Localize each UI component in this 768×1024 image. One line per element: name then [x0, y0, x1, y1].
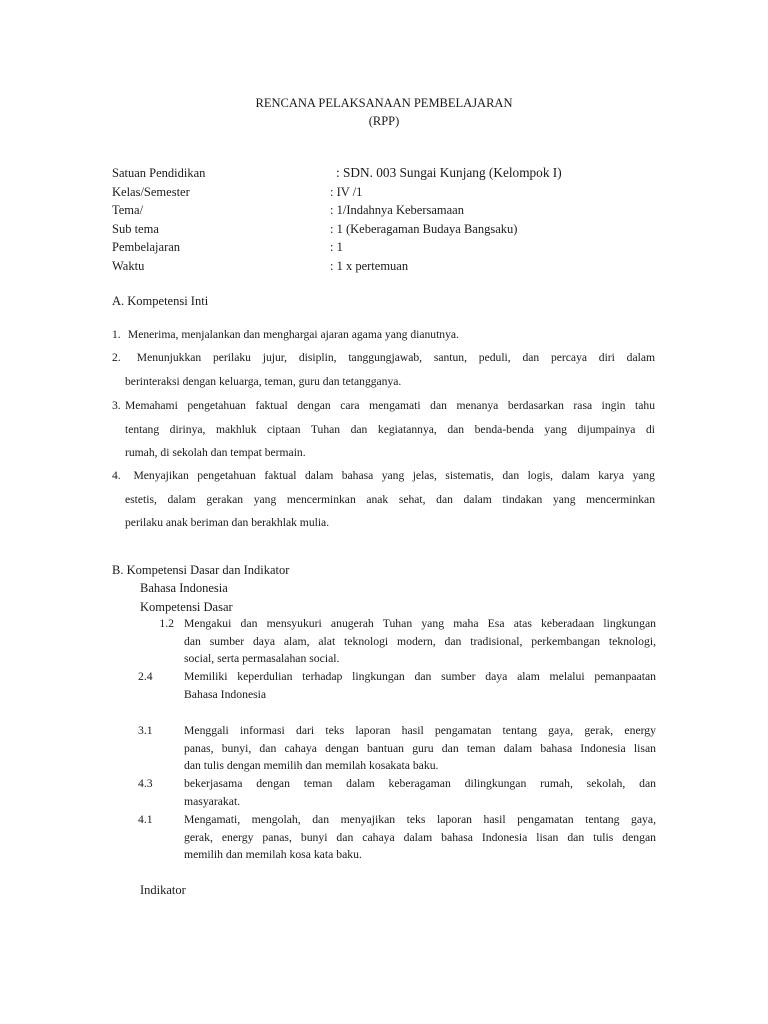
kd-code: 1.2	[159, 617, 174, 630]
kd-text: masyarakat.	[184, 794, 241, 808]
info-label: Waktu	[112, 258, 145, 273]
info-row-kelas	[112, 183, 672, 202]
ki-number: 1.	[112, 328, 121, 341]
info-label: Pembelajaran	[112, 240, 181, 255]
kd-text: dan sumber daya alam, alat teknologi modern, dan tradisional, perkembangan teknologi,	[184, 634, 656, 648]
kd-text: dan tulis dengan memilih dan memilah kosakata baku.	[184, 759, 439, 773]
ki-item-2	[112, 346, 655, 393]
kd-text: gerak, energy panas, bunyi dan cahaya dalam bahasa Indonesia lisan dan tulis dengan	[184, 830, 656, 844]
kd-text: panas, bunyi, dan cahaya dengan bantuan guru dan teman dalam bahasa Indonesia lisan	[184, 741, 656, 755]
ki-number: 3.	[112, 399, 121, 412]
ki-text: perilaku anak beriman dan berakhlak mulia.	[125, 516, 330, 529]
ki-number: 2.	[112, 351, 121, 364]
info-value: : 1 (Keberagaman Budaya Bangsaku)	[330, 221, 518, 236]
ki-text: Menunjukkan perilaku jujur, disiplin, tanggungjawab, santun, peduli, dan percaya diri dalam	[136, 351, 655, 364]
info-value: : SDN. 003 Sungai Kunjang (Kelompok I)	[336, 165, 562, 180]
subject-label: Bahasa Indonesia	[140, 581, 228, 595]
kd-text: social, serta permasalahan social.	[184, 652, 340, 666]
info-row-satuan	[112, 164, 672, 183]
kd-item-3-1	[130, 722, 656, 775]
kd-text: memilih dan memilah kosa kata baku.	[184, 848, 362, 862]
ki-text: estetis, dalam gerakan yang mencerminkan anak sehat, dan dalam tindakan yang mencerminkan	[125, 492, 655, 506]
kd-item-4-3	[130, 775, 656, 811]
ki-item-1	[112, 323, 655, 347]
identity-table	[112, 164, 672, 276]
section-a-heading: A. Kompetensi Inti	[112, 294, 209, 308]
indikator-heading: Indikator	[140, 883, 186, 897]
info-label: Tema/	[112, 203, 144, 218]
info-row-tema	[112, 201, 672, 220]
info-value: : 1 x pertemuan	[330, 258, 409, 273]
kd-text: Mengakui dan mensyukuri anugerah Tuhan yang maha Esa atas keberadaan lingkungan	[184, 617, 656, 630]
kd-code: 2.4	[138, 670, 153, 683]
info-label: Kelas/Semester	[112, 184, 190, 199]
document-subtitle: (RPP)	[368, 114, 400, 128]
kd-code: 4.3	[138, 777, 153, 790]
kd-subheading: Kompetensi Dasar	[140, 600, 233, 614]
section-b-heading: B. Kompetensi Dasar dan Indikator	[112, 563, 290, 577]
ki-text: berinteraksi dengan keluarga, teman, guru dan tetangganya.	[125, 374, 402, 388]
kd-item-4-1	[130, 811, 656, 864]
ki-text: rumah, di sekolah dan tempat bermain.	[125, 446, 306, 459]
kd-item-1-2	[130, 615, 656, 668]
info-row-subtema	[112, 220, 672, 239]
info-label: Satuan Pendidikan	[112, 166, 206, 180]
kd-text: Menggali informasi dari teks laporan hasil pengamatan tentang gaya, gerak, energy	[184, 724, 656, 737]
kd-text: bekerjasama dengan teman dalam keberagaman dilingkungan rumah, sekolah, dan	[184, 777, 656, 790]
kd-text: Mengamati, mengolah, dan menyajikan teks laporan hasil pengamatan tentang gaya,	[184, 813, 656, 826]
kd-item-2-4	[130, 668, 656, 704]
ki-number: 4.	[112, 469, 121, 482]
info-row-waktu	[112, 257, 672, 276]
info-label: Sub tema	[112, 221, 159, 236]
kd-code: 3.1	[138, 724, 153, 737]
ki-text: Menerima, menjalankan dan menghargai ajaran agama yang dianutnya.	[127, 328, 459, 341]
ki-text: tentang dirinya, makhluk ciptaan Tuhan dan kegiatannya, dan benda-benda yang dijumpainya di	[125, 422, 655, 436]
kd-text: Memiliki keperdulian terhadap lingkungan dan sumber daya alam melalui pemanpaatan	[184, 670, 656, 683]
info-value: : IV /1	[330, 184, 363, 199]
info-row-pembelajaran	[112, 238, 672, 257]
ki-item-4	[112, 464, 655, 535]
document-title: RENCANA PELAKSANAAN PEMBELAJARAN	[255, 96, 513, 110]
kd-text: Bahasa Indonesia	[184, 687, 267, 701]
kd-code: 4.1	[138, 813, 153, 826]
ki-text: Memahami pengetahuan faktual dengan cara mengamati dan menanya berdasarkan rasa ingin tahu	[125, 399, 655, 412]
info-value: : 1	[330, 240, 343, 255]
ki-item-3	[112, 394, 655, 465]
info-value: : 1/Indahnya Kebersamaan	[330, 203, 464, 218]
ki-text: Menyajikan pengetahuan faktual dalam bahasa yang jelas, sistematis, dan logis, dalam karya yang	[133, 469, 655, 482]
